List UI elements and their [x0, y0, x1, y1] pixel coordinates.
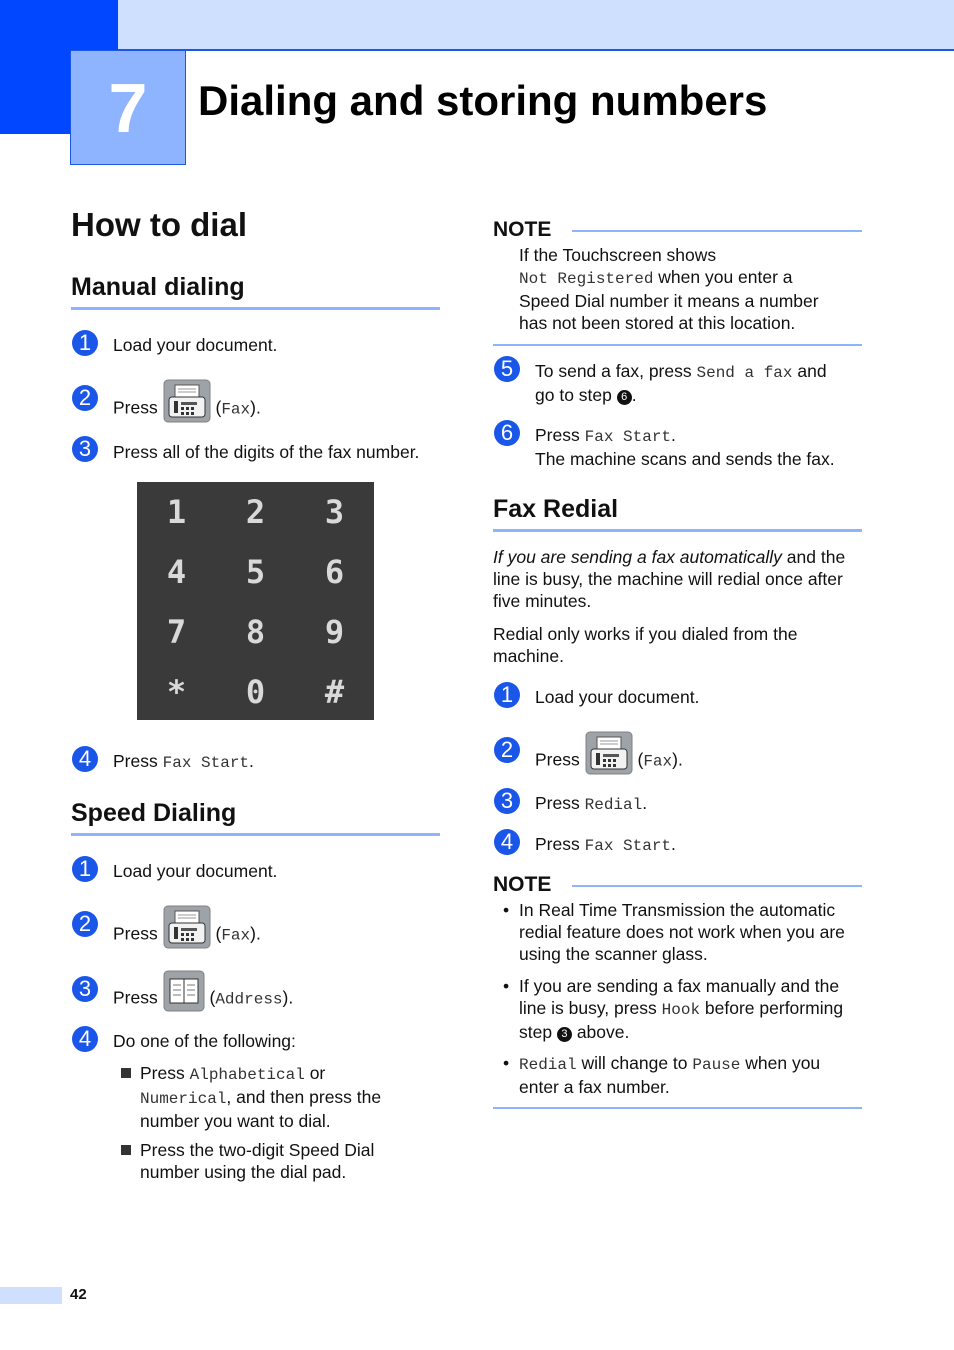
note-text: In Real Time Transmission the automatic [519, 900, 836, 920]
bullet-dot-icon: • [503, 1053, 510, 1073]
step-text: go to step [535, 385, 617, 405]
note-text: using the scanner glass. [519, 944, 708, 964]
step-number: 2 [72, 911, 98, 937]
ui-term: Fax Start [584, 837, 672, 855]
bullet-text: number you want to dial. [140, 1111, 331, 1131]
step-text: Press (Fax). [113, 379, 261, 439]
step-text: Load your document. [113, 335, 278, 355]
note-header-rule [572, 230, 862, 232]
step-suffix: ). [250, 397, 261, 418]
step-number: 4 [72, 1026, 98, 1052]
dialpad-key: 3 [324, 493, 345, 531]
dialpad-key: 4 [166, 553, 187, 591]
subsection-rule [71, 307, 440, 310]
step-reference-badge: 6 [617, 390, 632, 405]
note-text: If you are sending a fax manually and the [519, 976, 840, 996]
ui-term: Pause [692, 1056, 741, 1074]
dialpad-key: * [166, 673, 187, 711]
page-number: 42 [70, 1286, 87, 1303]
paragraph-text: line is busy, the machine will redial once after [493, 569, 843, 589]
step-suffix: and [792, 361, 827, 381]
step-number: 3 [72, 976, 98, 1002]
note-text: If the Touchscreen shows [519, 245, 717, 265]
step-number: 6 [494, 420, 520, 446]
step-text: Press (Fax). [113, 905, 261, 965]
bullet-text: , and then press the [226, 1087, 382, 1107]
ui-term: Not Registered [519, 270, 654, 288]
subsection-rule [493, 529, 862, 532]
note-bullet [519, 975, 864, 1043]
subsection-title-fax-redial: Fax Redial [493, 495, 619, 523]
step-text: Press (Fax). [535, 731, 683, 791]
fax-icon [585, 731, 633, 791]
step-text: Do one of the following: [113, 1031, 296, 1051]
fax-icon [163, 905, 211, 965]
step-text: Press all of the digits of the fax number. [113, 442, 420, 462]
paragraph-text: and the [781, 547, 846, 567]
step-suffix: . [249, 751, 254, 771]
step-text [113, 750, 254, 774]
note-body [519, 244, 864, 334]
subsection-title-speed-dialing: Speed Dialing [71, 799, 237, 827]
step-prefix: Press [535, 834, 585, 854]
note-text: when you enter a [653, 267, 793, 287]
bullet-item [121, 1062, 441, 1132]
step-suffix: . [642, 793, 648, 813]
step-number: 4 [72, 746, 98, 772]
note-footer-rule [493, 344, 862, 346]
step-text: Press (Address). [113, 970, 293, 1028]
ui-term: Fax Start [584, 428, 672, 446]
section-title-how-to-dial: How to dial [71, 206, 247, 243]
step-prefix: Press [113, 751, 163, 771]
chapter-number: 7 [108, 68, 148, 147]
step-number: 4 [494, 829, 520, 855]
step-prefix: Press [113, 397, 158, 418]
note-text: will change to [576, 1053, 693, 1073]
dialpad-key: 2 [245, 493, 266, 531]
note-text: line is busy, press [519, 998, 662, 1018]
dialpad-key: 0 [245, 673, 266, 711]
step-prefix: Press [113, 987, 158, 1008]
ui-term: Send a fax [696, 364, 793, 382]
note-text: redial feature does not work when you are [519, 922, 845, 942]
square-bullet-icon [121, 1145, 131, 1155]
chapter-number-box [70, 50, 186, 165]
paragraph [493, 623, 863, 667]
step-number: 1 [72, 856, 98, 882]
bullet-text: Press [140, 1063, 190, 1083]
step-number: 1 [494, 682, 520, 708]
note-text: enter a fax number. [519, 1077, 670, 1097]
dialpad-key: 1 [166, 493, 187, 531]
ui-term: Numerical [140, 1090, 227, 1108]
note-text: when you [740, 1053, 821, 1073]
step-prefix: Press [113, 923, 158, 944]
subsection-title-manual-dialing: Manual dialing [71, 273, 245, 301]
subsection-rule [71, 833, 440, 836]
bullet-dot-icon: • [503, 976, 510, 996]
step-prefix: To send a fax, press [535, 361, 697, 381]
dialpad-image [137, 482, 374, 720]
step-suffix: ). [250, 923, 261, 944]
bullet-text: or [304, 1063, 326, 1083]
note-text: above. [571, 1022, 630, 1042]
header-band [118, 0, 954, 51]
dialpad-key: 7 [166, 613, 187, 651]
step-reference-badge: 3 [557, 1027, 572, 1042]
note-text: step [519, 1022, 557, 1042]
note-title: NOTE [493, 218, 552, 241]
ui-term: Alphabetical [189, 1066, 305, 1084]
dialpad-key: # [324, 673, 345, 711]
bullet-dot-icon: • [503, 900, 510, 920]
step-number: 2 [494, 737, 520, 763]
step-text [535, 424, 865, 470]
step-prefix: Press [535, 749, 580, 770]
step-suffix: . [671, 834, 676, 854]
step-suffix: ). [672, 749, 683, 770]
address-book-icon [163, 970, 205, 1028]
step-suffix: . [671, 425, 676, 445]
dialpad-key: 9 [324, 613, 345, 651]
ui-term: Fax [221, 926, 251, 945]
chapter-title: Dialing and storing numbers [198, 77, 768, 124]
note-text: Speed Dial number it means a number [519, 291, 819, 311]
step-prefix: Press [535, 793, 585, 813]
paragraph-text: machine. [493, 646, 565, 666]
footer-bar [0, 1287, 62, 1304]
step-text [535, 792, 647, 816]
step-text [535, 833, 676, 857]
step-suffix: . [631, 385, 637, 405]
note-bullet [519, 899, 864, 965]
step-number: 3 [494, 788, 520, 814]
note-title: NOTE [493, 873, 552, 896]
step-prefix: Press [535, 425, 585, 445]
bullet-item [121, 1139, 441, 1183]
note-text: has not been stored at this location. [519, 313, 796, 333]
ui-term: Redial [519, 1056, 577, 1074]
fax-icon [163, 379, 211, 439]
note-footer-rule [493, 1107, 862, 1109]
ui-term: Fax [221, 400, 251, 419]
step-text: Load your document. [535, 687, 700, 707]
ui-term: Redial [584, 796, 643, 814]
step-text: Load your document. [113, 861, 278, 881]
bullet-text: number using the dial pad. [140, 1162, 347, 1182]
ui-term: Fax Start [162, 754, 250, 772]
bullet-text: Press the two-digit Speed Dial [140, 1140, 375, 1160]
step-text: The machine scans and sends the fax. [535, 449, 835, 469]
paragraph-text: five minutes. [493, 591, 592, 611]
note-bullet [519, 1052, 864, 1098]
ui-term: Hook [661, 1001, 701, 1019]
dialpad-key: 8 [245, 613, 266, 651]
step-text [535, 360, 865, 406]
ui-term: Address [215, 990, 283, 1009]
square-bullet-icon [121, 1068, 131, 1078]
note-text: before performing [700, 998, 844, 1018]
step-number: 2 [72, 385, 98, 411]
dialpad-key: 6 [324, 553, 345, 591]
dialpad-key: 5 [245, 553, 266, 591]
step-suffix: ). [282, 987, 294, 1008]
paragraph-text: Redial only works if you dialed from the [493, 624, 798, 644]
paragraph-text: If you are sending a fax automatically [493, 547, 782, 567]
note-header-rule [572, 885, 862, 887]
step-number: 1 [72, 330, 98, 356]
step-number: 3 [72, 436, 98, 462]
step-number: 5 [494, 356, 520, 382]
ui-term: Fax [643, 752, 673, 771]
paragraph [493, 546, 863, 612]
